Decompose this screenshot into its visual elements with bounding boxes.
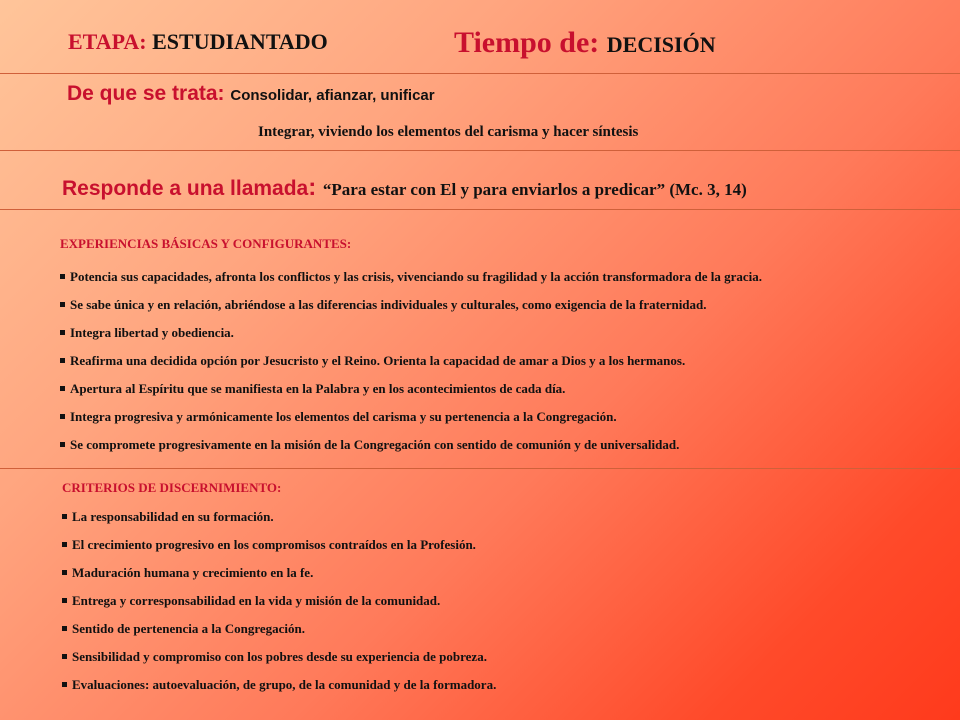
list-item: Se compromete progresivamente en la misión de la Congregación con sentido de comunión y de universalidad.	[60, 437, 762, 465]
call-label: Responde a una llamada	[62, 177, 309, 200]
bullet-icon	[62, 570, 67, 575]
list-item: Entrega y corresponsabilidad en la vida y misión de la comunidad.	[62, 593, 496, 621]
experiences-title: EXPERIENCIAS BÁSICAS Y CONFIGURANTES:	[60, 236, 352, 251]
list-item: Se sabe única y en relación, abriéndose a las diferencias individuales y culturales, como exigencia de la fraternidad.	[60, 297, 762, 325]
bullet-icon	[60, 274, 65, 279]
bullet-icon	[62, 626, 67, 631]
divider	[0, 150, 960, 151]
time-value: DECISIÓN	[606, 32, 716, 57]
list-item: La responsabilidad en su formación.	[62, 509, 496, 537]
bullet-icon	[60, 330, 65, 335]
time-label: Tiempo de:	[454, 26, 607, 59]
about-value: Consolidar, afianzar, unificar	[230, 87, 435, 104]
list-item: Evaluaciones: autoevaluación, de grupo, de la comunidad y de la formadora.	[62, 677, 496, 705]
about-line	[67, 82, 435, 106]
bullet-icon	[60, 302, 65, 307]
list-item: Maduración humana y crecimiento en la fe.	[62, 565, 496, 593]
bullet-icon	[62, 514, 67, 519]
call-quote: “Para estar con El y para enviarlos a predicar” (Mc. 3, 14)	[322, 180, 747, 199]
divider	[0, 468, 960, 469]
criteria-list	[62, 509, 496, 705]
bullet-icon	[62, 654, 67, 659]
bullet-icon	[60, 442, 65, 447]
bullet-icon	[62, 598, 67, 603]
call-line	[62, 174, 747, 202]
time-heading	[454, 26, 716, 60]
about-label: De que se trata:	[67, 82, 231, 105]
bullet-icon	[62, 542, 67, 547]
bullet-icon	[62, 682, 67, 687]
divider	[0, 73, 960, 74]
bullet-icon	[60, 358, 65, 363]
list-item: Reafirma una decidida opción por Jesucristo y el Reino. Orienta la capacidad de amar a Dios y a los hermanos.	[60, 353, 762, 381]
criteria-title: CRITERIOS DE DISCERNIMIENTO:	[62, 480, 282, 495]
bullet-icon	[60, 386, 65, 391]
list-item: Apertura al Espíritu que se manifiesta en la Palabra y en los acontecimientos de cada día.	[60, 381, 762, 409]
experiences-list	[60, 269, 762, 465]
list-item: Integra progresiva y armónicamente los elementos del carisma y su pertenencia a la Congregación.	[60, 409, 762, 437]
list-item: Potencia sus capacidades, afronta los conflictos y las crisis, vivenciando su fragilidad y la acción transformadora de la gracia.	[60, 269, 762, 297]
stage-label: ETAPA:	[68, 29, 153, 54]
list-item: El crecimiento progresivo en los compromisos contraídos en la Profesión.	[62, 537, 496, 565]
about-line2: Integrar, viviendo los elementos del carisma y hacer síntesis	[258, 124, 639, 140]
stage-value: ESTUDIANTADO	[152, 29, 328, 54]
list-item: Integra libertad y obediencia.	[60, 325, 762, 353]
list-item: Sentido de pertenencia a la Congregación.	[62, 621, 496, 649]
call-colon: :	[308, 174, 323, 201]
bullet-icon	[60, 414, 65, 419]
stage-heading	[68, 29, 328, 55]
list-item: Sensibilidad y compromiso con los pobres desde su experiencia de pobreza.	[62, 649, 496, 677]
divider	[0, 209, 960, 210]
